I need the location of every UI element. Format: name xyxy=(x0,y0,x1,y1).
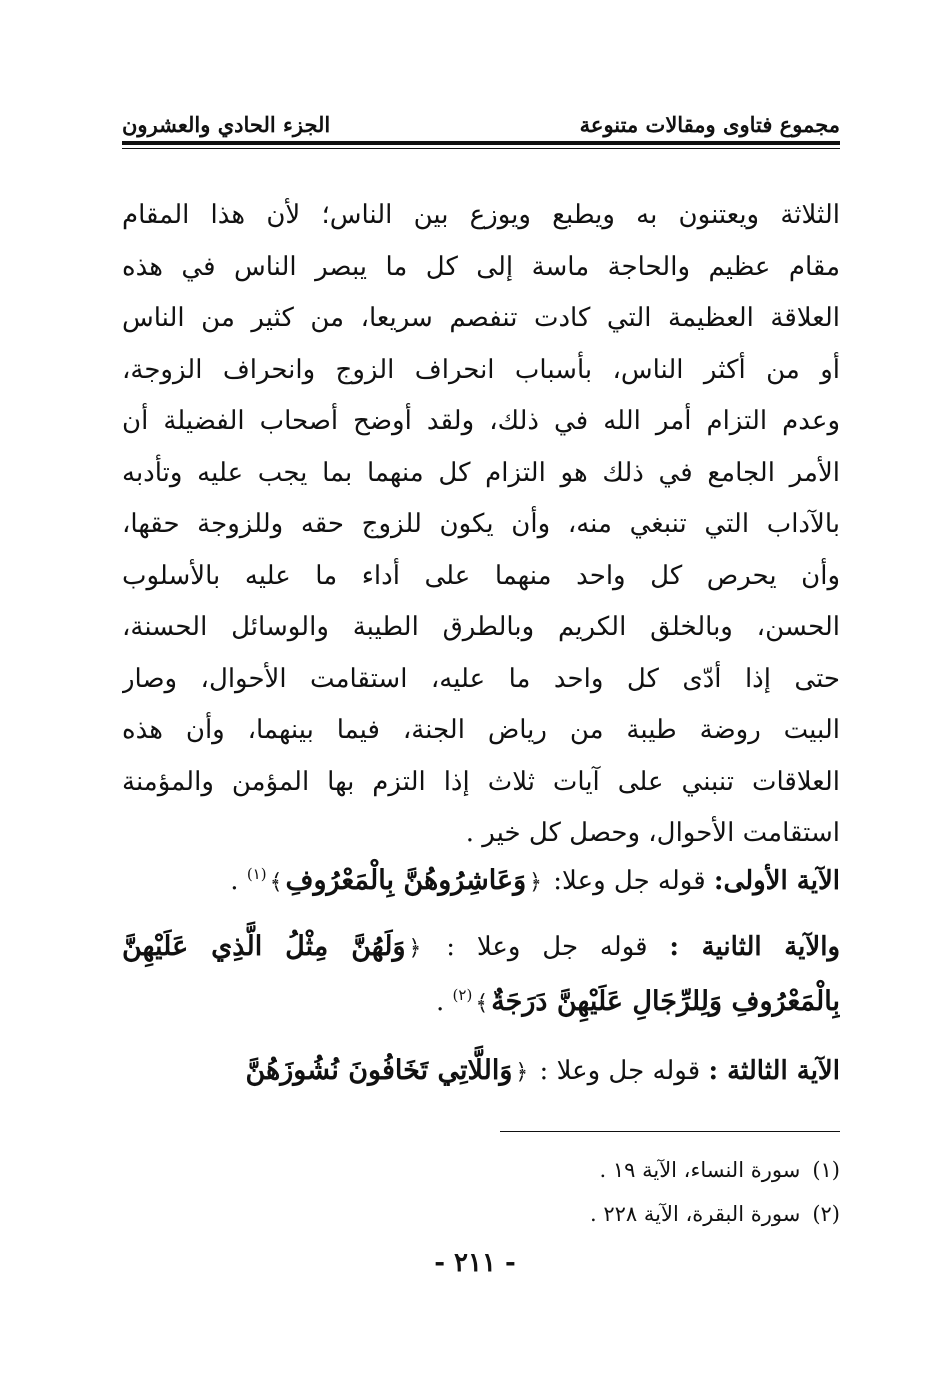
body-line: الثلاثة ويعتنون به ويطبع ويوزع بين الناس؛ لأن هذا المقام xyxy=(122,200,840,230)
footnote-text: سورة البقرة، الآية ٢٢٨ . xyxy=(590,1202,801,1226)
footnote-ref: (٢) xyxy=(452,986,473,1004)
quran-bracket-close-icon: ﴾ xyxy=(269,870,283,895)
verse-second-line1 xyxy=(122,920,840,974)
body-text xyxy=(122,190,840,860)
quran-text: وَلَهُنَّ مِثْلُ الَّذِي عَلَيْهِنَّ xyxy=(122,931,406,962)
header-rule-thick xyxy=(122,141,840,145)
body-line: استقامت الأحوال، وحصل كل خير . xyxy=(465,818,840,848)
body-line: البيت روضة طيبة من رياض الجنة، فيما بينهما، وأن هذه xyxy=(122,715,840,745)
verse-label: الآية الثالثة : xyxy=(708,1056,840,1086)
body-line: العلاقات تنبني على آيات ثلاث إذا التزم بها المؤمن والمؤمنة xyxy=(122,766,840,797)
body-line: بالآداب التي تنبغي منه، وأن يكون للزوج حقه وللزوجة حقها، xyxy=(122,509,840,539)
running-header xyxy=(122,108,840,144)
quran-bracket-open-icon: ﴿ xyxy=(408,936,422,961)
header-rule-thin xyxy=(122,148,840,149)
verse-third xyxy=(122,1040,840,1102)
body-line: أو من أكثر الناس، بأسباب انحراف الزوج وانحراف الزوجة، xyxy=(122,354,840,385)
verse-intro: قوله جل وعلا : xyxy=(539,1056,701,1086)
footnote-number: (١) xyxy=(812,1158,840,1182)
body-line: مقام عظيم والحاجة ماسة إلى كل ما يبصر الناس في هذه xyxy=(122,251,840,282)
footnote-number: (٢) xyxy=(812,1202,840,1226)
body-line: وعدم التزام أمر الله في ذلك، ولقد أوضح أصحاب الفضيلة أن xyxy=(122,406,840,436)
body-line: العلاقة العظيمة التي كادت تنفصم سريعا، من كثير من الناس xyxy=(122,303,840,333)
footnote-separator xyxy=(500,1131,840,1132)
verse-label: والآية الثانية : xyxy=(669,932,840,962)
header-book-title: مجموع فتاوى ومقالات متنوعة xyxy=(579,112,840,137)
quran-bracket-open-icon: ﴿ xyxy=(529,870,543,895)
footnote xyxy=(300,1192,840,1236)
quran-text: وَاللَّاتِي تَخَافُونَ نُشُوزَهُنَّ xyxy=(245,1055,513,1086)
verse-intro: قوله جل وعلا : xyxy=(446,932,648,962)
footnotes xyxy=(300,1148,840,1236)
verses-section xyxy=(122,850,840,1102)
verse-label: الآية الأولى: xyxy=(713,866,840,896)
body-line: الحسن، وبالخلق الكريم وبالطرق الطيبة والوسائل الحسنة، xyxy=(122,612,840,642)
verse-end: . xyxy=(436,987,445,1017)
quran-bracket-close-icon: ﴾ xyxy=(475,991,489,1016)
body-line: وأن يحرص كل واحد منهما على أداء ما عليه بالأسلوب xyxy=(122,560,840,591)
verse-end: . xyxy=(230,866,239,896)
body-line: الأمر الجامع في ذلك هو التزام كل منهما بما يجب عليه وتأدبه xyxy=(122,457,840,488)
body-line: حتى إذا أدّى كل واحد ما عليه، استقامت الأحوال، وصار xyxy=(122,663,840,694)
quran-text: بِالْمَعْرُوفِ وَلِلرِّجَالِ عَلَيْهِنَّ دَرَجَةٌ xyxy=(491,986,840,1017)
verse-second-line2 xyxy=(122,974,840,1030)
header-volume: الجزء الحادي والعشرون xyxy=(122,112,331,137)
quran-text: وَعَاشِرُوهُنَّ بِالْمَعْرُوفِ xyxy=(285,865,527,896)
page-number: - ٢١١ - xyxy=(434,1248,516,1278)
verse-intro: قوله جل وعلا: xyxy=(553,866,706,896)
footnote-text: سورة النساء، الآية ١٩ . xyxy=(599,1158,801,1182)
footnote xyxy=(300,1148,840,1192)
quran-bracket-open-icon: ﴿ xyxy=(515,1060,529,1085)
verse-first xyxy=(122,850,840,912)
footnote-ref: (١) xyxy=(246,865,267,883)
